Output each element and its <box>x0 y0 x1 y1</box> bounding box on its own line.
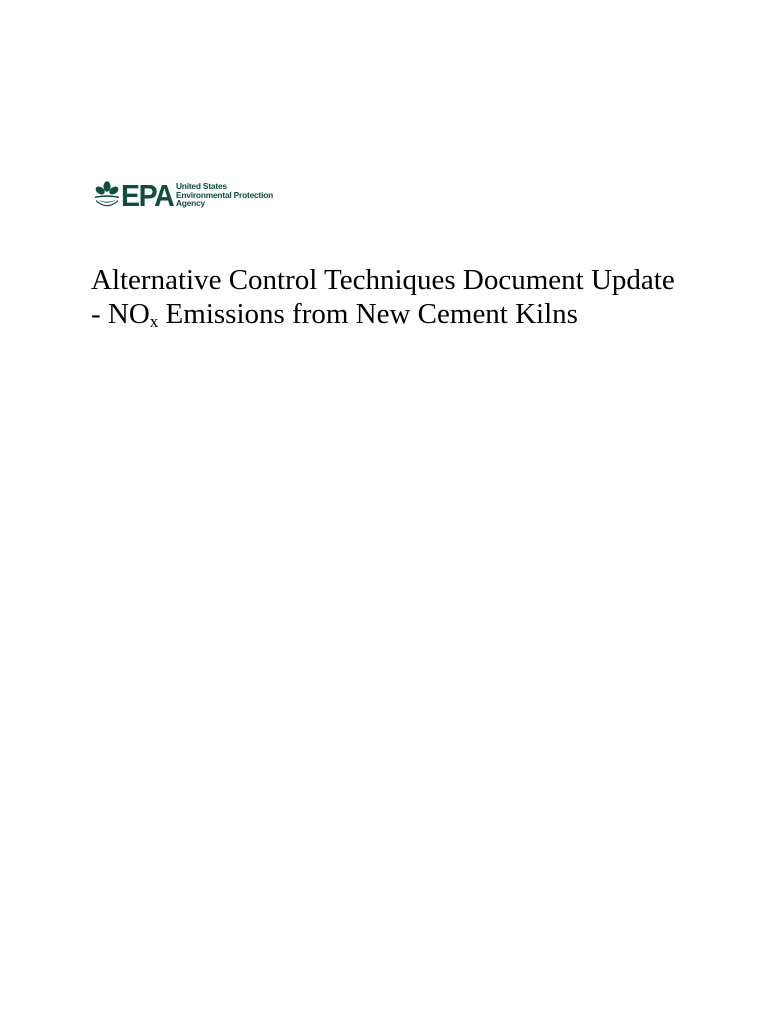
epa-flower-icon <box>94 180 120 210</box>
agency-line-1: United States <box>175 181 227 192</box>
document-title <box>91 263 691 331</box>
agency-line-2: Environmental Protection <box>175 189 274 200</box>
title-subscript: x <box>149 312 159 331</box>
agency-line-3: Agency <box>175 198 206 209</box>
agency-name <box>176 182 273 208</box>
epa-wordmark: EPA <box>121 177 174 213</box>
epa-logo <box>94 178 273 212</box>
title-part-2: Emissions from New Cement Kilns <box>158 298 578 330</box>
title-part-1: Alternative Control Techniques Document Update - NO <box>91 264 675 330</box>
